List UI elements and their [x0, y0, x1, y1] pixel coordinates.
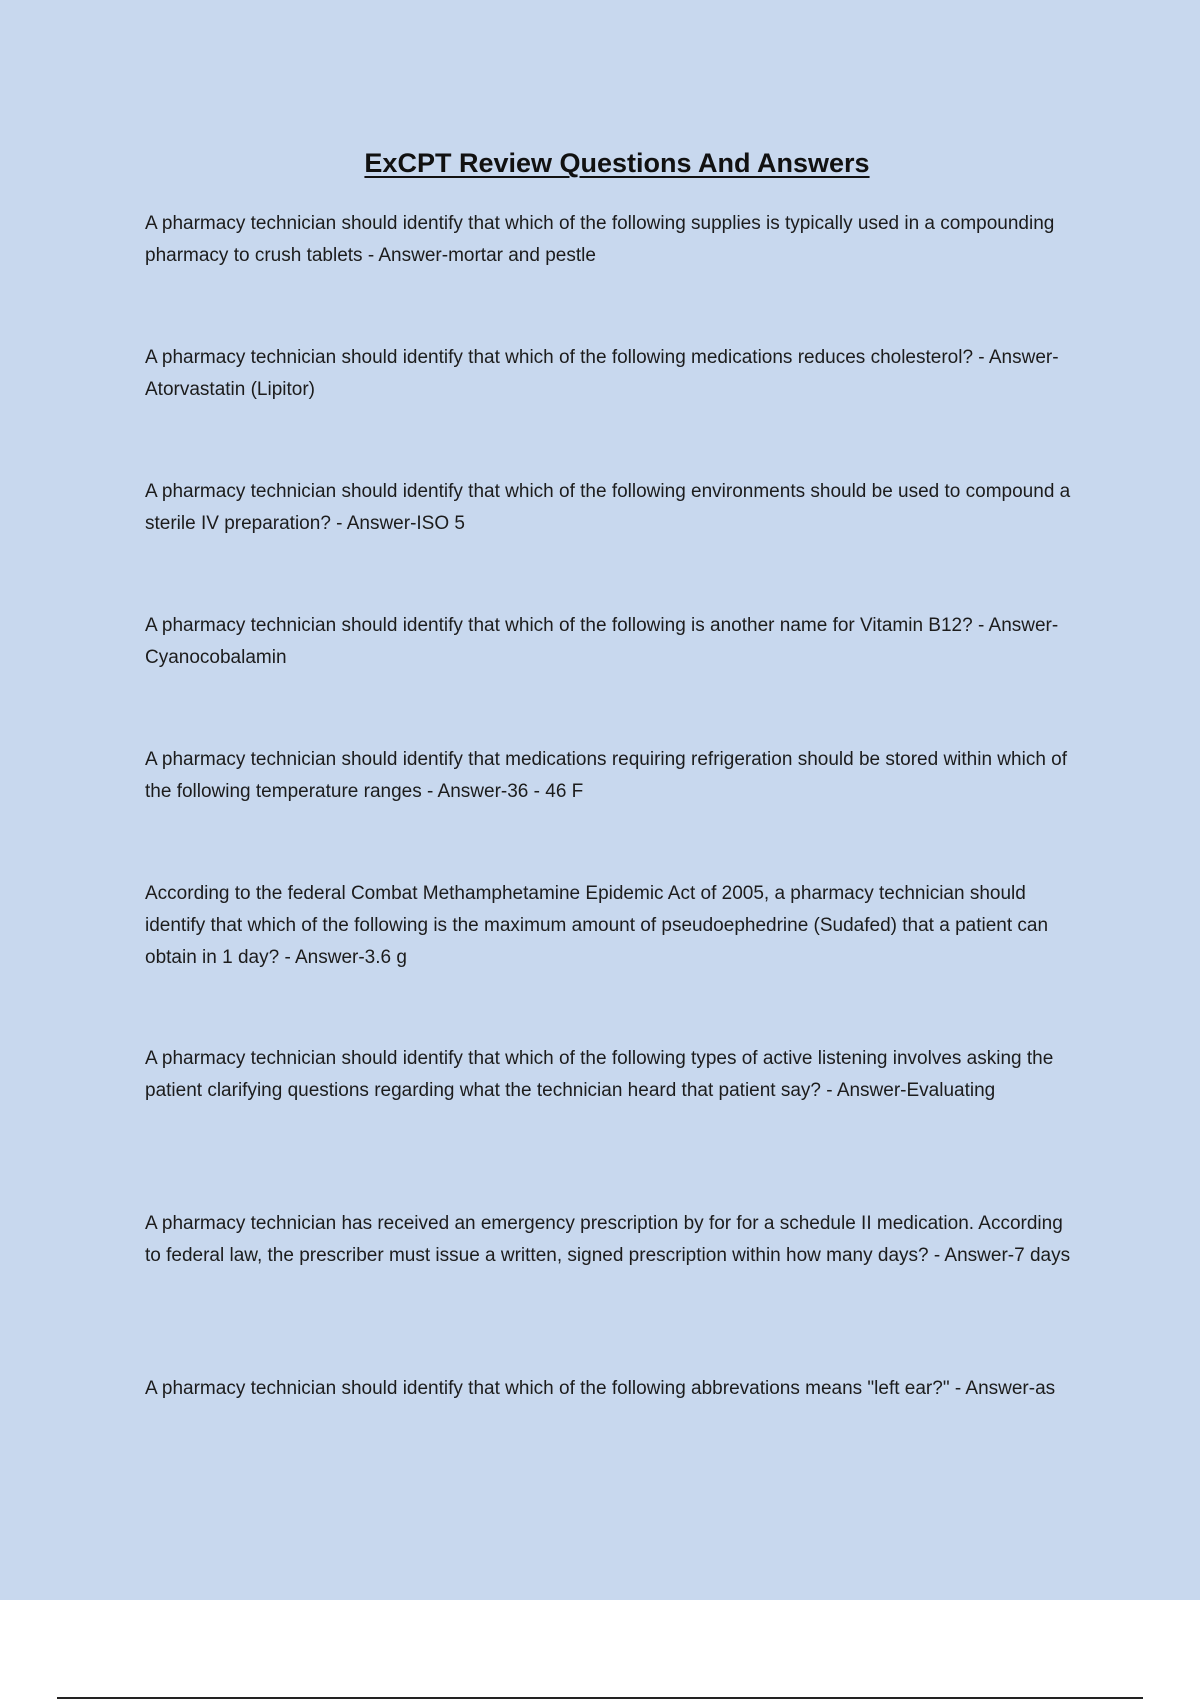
- qa-item: A pharmacy technician should identify that which of the following supplies is typically used in a compounding pharmacy to crush tablets - Answer-mortar and pestle: [145, 213, 1055, 266]
- document-title: ExCPT Review Questions And Answers: [364, 148, 870, 178]
- qa-item: A pharmacy technician should identify that medications requiring refrigeration should be stored within which of the following temperature ranges - Answer-36 - 46 F: [145, 749, 1068, 802]
- footer-rule: [57, 1697, 1143, 1699]
- qa-item: A pharmacy technician should identify that which of the following medications reduces cholesterol? - Answer-Atorvastatin (Lipitor): [145, 347, 1059, 400]
- qa-item: A pharmacy technician should identify that which of the following abbrevations means "left ear?" - Answer-as: [145, 1378, 1056, 1399]
- qa-item: According to the federal Combat Methamphetamine Epidemic Act of 2005, a pharmacy technician should identify that which of the following is the maximum amount of pseudoephedrine (Sudafed) that a patient can obtain in 1 day? - Answer-3.6 g: [145, 883, 1049, 968]
- qa-item: A pharmacy technician has received an emergency prescription by for for a schedule II medication. According to federal law, the prescriber must issue a written, signed prescription within how many days? - Answer-7 days: [145, 1213, 1071, 1266]
- qa-item: A pharmacy technician should identify that which of the following is another name for Vitamin B12? - Answer-Cyanocobalamin: [145, 615, 1059, 668]
- qa-item: A pharmacy technician should identify that which of the following types of active listening involves asking the patient clarifying questions regarding what the technician heard that patient say? - Answer-Evaluating: [145, 1048, 1054, 1101]
- qa-item: A pharmacy technician should identify that which of the following environments should be used to compound a sterile IV preparation? - Answer-ISO 5: [145, 481, 1071, 534]
